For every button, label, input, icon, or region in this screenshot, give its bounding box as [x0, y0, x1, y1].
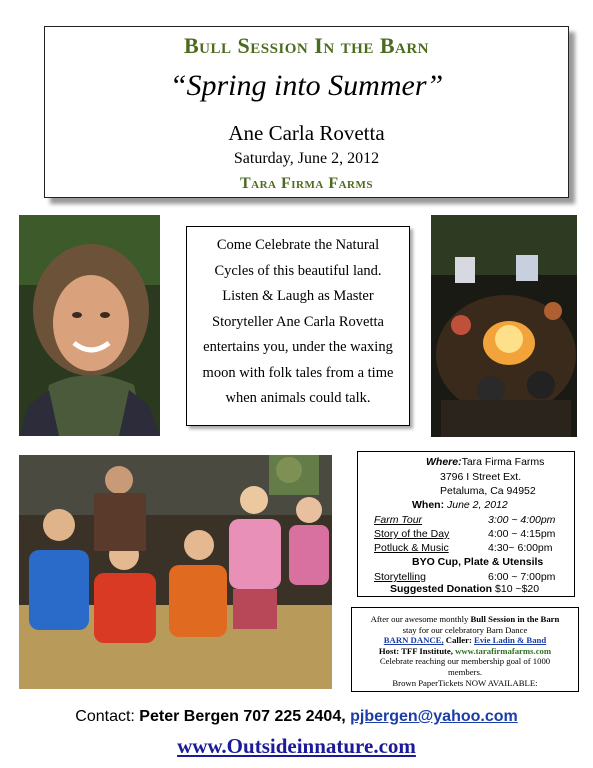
schedule-time-farm-tour: 3:00 ~ 4:00pm	[488, 514, 556, 526]
event-date: Saturday, June 2, 2012	[233, 150, 380, 167]
caller-link[interactable]: Evie Ladin & Band	[474, 635, 547, 646]
celebrate-line: Listen & Laugh as Master	[222, 288, 374, 304]
children-dancing-photo	[19, 455, 332, 689]
when-row	[412, 499, 508, 511]
schedule-item-potluck: Potluck & Music	[374, 542, 449, 554]
contact-line	[0, 708, 593, 726]
host-website-link[interactable]: www.tarafirmafarms.com	[455, 645, 552, 656]
celebrate-text-box	[186, 226, 410, 426]
barn-dance-box	[351, 607, 579, 692]
when-value: June 2, 2012	[447, 499, 508, 511]
when-label: When:	[412, 499, 445, 511]
event-details-box	[357, 451, 575, 597]
celebrate-line: Cycles of this beautiful land.	[214, 262, 382, 279]
contact-email-link[interactable]: pjbergen@yahoo.com	[350, 708, 518, 725]
barn-line-7: Brown PaperTickets NOW AVAILABLE:	[392, 677, 538, 688]
farm-name: Tara Firma Farms	[240, 175, 373, 192]
where-value: Tara Firma Farms	[461, 456, 545, 468]
schedule-time-storytelling: 6:00 ~ 7:00pm	[488, 571, 556, 583]
barn-line-3	[352, 635, 578, 646]
caller-label: Caller:	[445, 635, 472, 646]
celebrate-line: when animals could talk.	[225, 390, 371, 406]
where-label: Where:	[426, 456, 462, 468]
donation-row	[390, 583, 539, 595]
schedule-item-storytelling: Storytelling	[374, 571, 426, 583]
storyteller-portrait-photo	[19, 215, 160, 436]
event-title: Bull Session In the Barn	[183, 33, 430, 58]
website-footer	[0, 734, 593, 759]
contact-name-phone: Peter Bergen 707 225 2404,	[139, 708, 351, 725]
address-line-1: 3796 I Street Ext.	[440, 471, 522, 483]
celebrate-line: Come Celebrate the Natural	[216, 237, 380, 253]
event-subtitle: “Spring into Summer”	[169, 69, 444, 102]
barn-line-2: stay for our celebratory Barn Dance	[402, 624, 528, 635]
schedule-item-farm-tour: Farm Tour	[374, 514, 423, 526]
header-box	[44, 26, 569, 198]
donation-value: $10 ~$20	[495, 583, 540, 595]
speaker-name: Ane Carla Rovetta	[228, 121, 385, 145]
barn-line-5: Celebrate reaching our membership goal of 1000	[379, 656, 551, 667]
barn-line-1: After our awesome monthly Bull Session in the Barn	[370, 614, 560, 624]
celebrate-line: moon with folk tales from a time	[202, 364, 394, 381]
celebrate-text	[191, 233, 405, 412]
celebrate-line: Storyteller Ane Carla Rovetta	[212, 313, 384, 330]
address-line-2: Petaluma, Ca 94952	[440, 485, 536, 497]
celebrate-line: entertains you, under the waxing	[203, 339, 393, 355]
barn-line-6: members.	[447, 666, 483, 677]
donation-label: Suggested Donation	[390, 583, 493, 595]
barn-line-4	[352, 646, 578, 657]
website-link[interactable]: www.Outsideinnature.com	[177, 734, 416, 758]
host-label: Host: TFF Institute,	[378, 645, 456, 656]
byo-note: BYO Cup, Plate & Utensils	[412, 556, 544, 568]
schedule-time-story: 4:00 ~ 4:15pm	[488, 528, 556, 540]
barn-dance-link[interactable]: BARN DANCE,	[383, 635, 444, 646]
campfire-photo	[431, 215, 577, 437]
contact-label: Contact:	[75, 708, 140, 725]
where-row	[426, 456, 544, 468]
schedule-time-potluck: 4:30~ 6:00pm	[488, 542, 553, 554]
schedule-item-story: Story of the Day	[374, 528, 450, 540]
